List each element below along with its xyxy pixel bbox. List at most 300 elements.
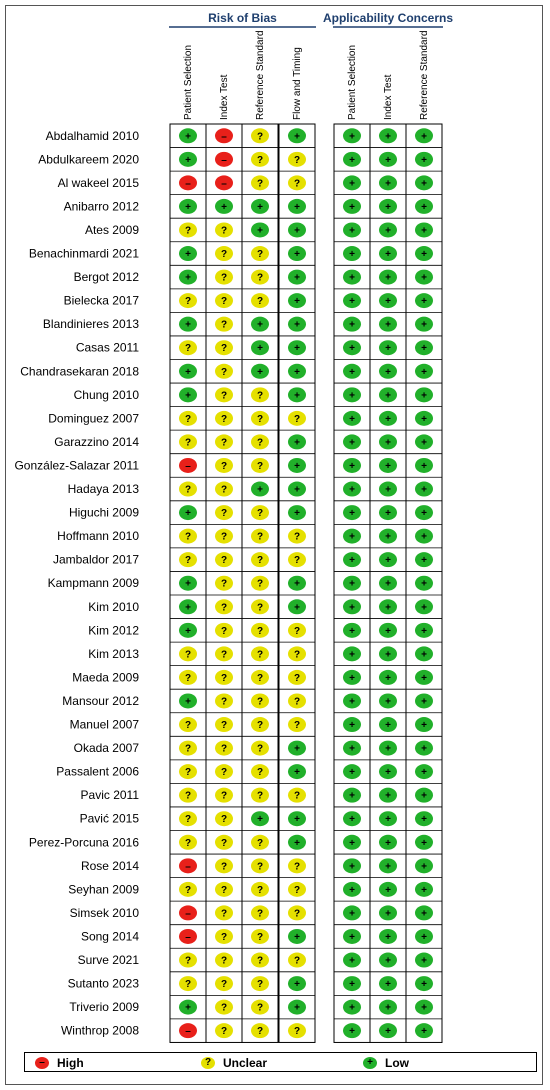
judgement-dot-unclear [288, 623, 306, 638]
judgement-dot-low [415, 552, 433, 567]
judgement-dot-low [343, 552, 361, 567]
judgement-dot-low [415, 623, 433, 638]
judgement-dot-unclear [251, 576, 269, 591]
judgement-dot-unclear [251, 693, 269, 708]
judgement-symbol: + [421, 413, 427, 425]
judgement-dot-unclear [179, 717, 197, 732]
judgement-dot-low [415, 270, 433, 285]
judgement-symbol: + [385, 154, 391, 166]
judgement-dot-unclear [215, 317, 233, 332]
judgement-dot-unclear [251, 505, 269, 520]
judgement-dot-unclear [215, 670, 233, 685]
judgement-dot-low [415, 788, 433, 803]
judgement-dot-low [179, 599, 197, 614]
judgement-symbol: + [421, 272, 427, 284]
judgement-dot-unclear [251, 835, 269, 850]
judgement-dot-unclear [288, 717, 306, 732]
study-label: Garazzino 2014 [54, 434, 139, 449]
judgement-symbol: ? [220, 625, 228, 637]
judgement-dot-unclear [215, 293, 233, 308]
judgement-dot-unclear [251, 882, 269, 897]
judgement-dot-low [415, 599, 433, 614]
judgement-symbol: ? [184, 767, 192, 779]
judgement-dot-unclear [179, 670, 197, 685]
study-label: Simsek 2010 [69, 905, 139, 920]
judgement-symbol: + [349, 508, 355, 520]
judgement-dot-low [179, 1000, 197, 1015]
judgement-symbol: ? [256, 1002, 264, 1014]
judgement-dot-low [288, 505, 306, 520]
judgement-dot-low [379, 552, 397, 567]
judgement-symbol: + [294, 767, 300, 779]
judgement-symbol: + [349, 460, 355, 472]
judgement-dot-low [415, 411, 433, 426]
judgement-symbol: ? [220, 767, 228, 779]
study-label: Kampmann 2009 [47, 576, 139, 591]
judgement-dot-unclear [288, 693, 306, 708]
judgement-symbol: ? [184, 484, 192, 496]
study-label: Hadaya 2013 [67, 482, 139, 497]
judgement-dot-low [343, 929, 361, 944]
judgement-dot-unclear [215, 434, 233, 449]
judgement-symbol: + [385, 979, 391, 991]
judgement-dot-low [379, 175, 397, 190]
judgement-dot-low [379, 199, 397, 214]
judgement-dot-unclear [251, 1023, 269, 1038]
judgement-dot-low [379, 128, 397, 143]
judgement-symbol: ? [220, 366, 228, 378]
judgement-symbol: + [349, 413, 355, 425]
judgement-symbol: – [185, 861, 191, 873]
judgement-dot-low [379, 576, 397, 591]
judgement-dot-low [379, 623, 397, 638]
judgement-symbol: + [294, 508, 300, 520]
judgement-symbol: + [421, 578, 427, 590]
judgement-dot-low [415, 387, 433, 402]
judgement-dot-low [251, 222, 269, 237]
judgement-symbol: ? [220, 508, 228, 520]
judgement-symbol: ? [293, 413, 301, 425]
judgement-dot-unclear [288, 152, 306, 167]
judgement-symbol: ? [293, 625, 301, 637]
judgement-symbol: + [349, 884, 355, 896]
judgement-symbol: + [385, 460, 391, 472]
judgement-symbol: + [421, 837, 427, 849]
judgement-symbol: + [185, 319, 191, 331]
judgement-symbol: + [221, 201, 227, 213]
judgement-symbol: ? [184, 343, 192, 355]
judgement-symbol: + [385, 908, 391, 920]
judgement-symbol: + [349, 672, 355, 684]
judgement-symbol: + [294, 814, 300, 826]
judgement-dot-low [379, 1000, 397, 1015]
judgement-symbol: + [385, 602, 391, 614]
judgement-dot-unclear [215, 482, 233, 497]
judgement-dot-unclear [179, 482, 197, 497]
judgement-symbol: ? [220, 602, 228, 614]
judgement-symbol: + [421, 1002, 427, 1014]
judgement-symbol: + [385, 296, 391, 308]
judgement-dot-low [343, 293, 361, 308]
judgement-symbol: + [421, 979, 427, 991]
study-label: Perez-Porcuna 2016 [28, 835, 139, 850]
judgement-symbol: + [385, 249, 391, 261]
judgement-dot-unclear [251, 953, 269, 968]
judgement-dot-low [379, 340, 397, 355]
judgement-symbol: ? [220, 743, 228, 755]
judgement-symbol: ? [256, 625, 264, 637]
judgement-symbol: ? [220, 484, 228, 496]
judgement-dot-unclear [288, 1023, 306, 1038]
judgement-symbol: + [349, 908, 355, 920]
judgement-dot-low [379, 364, 397, 379]
judgement-dot-low [179, 128, 197, 143]
judgement-symbol: ? [220, 672, 228, 684]
judgement-symbol: + [257, 814, 263, 826]
judgement-dot-low [179, 576, 197, 591]
judgement-symbol: ? [256, 249, 264, 261]
judgement-symbol: + [349, 225, 355, 237]
judgement-dot-low [379, 246, 397, 261]
legend-label-low: Low [385, 1056, 409, 1070]
judgement-dot-unclear [251, 458, 269, 473]
judgement-symbol: ? [256, 460, 264, 472]
judgement-dot-low [415, 246, 433, 261]
judgement-symbol: + [294, 272, 300, 284]
judgement-dot-low [343, 505, 361, 520]
judgement-symbol: + [185, 154, 191, 166]
judgement-dot-low [415, 717, 433, 732]
judgement-dot-low [288, 128, 306, 143]
judgement-dot-low [343, 623, 361, 638]
judgement-dot-low [379, 788, 397, 803]
judgement-dot-low [379, 717, 397, 732]
judgement-symbol: ? [256, 861, 264, 873]
judgement-dot-unclear [215, 858, 233, 873]
judgement-dot-low [251, 364, 269, 379]
judgement-symbol: ? [256, 767, 264, 779]
column-header-0-2: Reference Standard [255, 30, 266, 120]
judgement-symbol: – [221, 178, 227, 190]
judgement-symbol: ? [220, 225, 228, 237]
judgement-symbol: ? [184, 531, 192, 543]
judgement-symbol: + [385, 931, 391, 943]
judgement-symbol: ? [220, 979, 228, 991]
judgement-symbol: + [349, 484, 355, 496]
judgement-dot-low [379, 953, 397, 968]
judgement-dot-unclear [251, 599, 269, 614]
judgement-dot-unclear [179, 811, 197, 826]
column-header-1-2: Reference Standard [419, 30, 430, 120]
judgement-dot-low [343, 1023, 361, 1038]
judgement-symbol: + [349, 578, 355, 590]
judgement-dot-unclear [179, 953, 197, 968]
judgement-dot-unclear [215, 599, 233, 614]
judgement-symbol: ? [256, 272, 264, 284]
judgement-dot-unclear [288, 529, 306, 544]
judgement-symbol: + [257, 343, 263, 355]
judgement-symbol: – [185, 460, 191, 472]
judgement-symbol: + [349, 390, 355, 402]
judgement-dot-low [179, 270, 197, 285]
judgement-symbol: + [385, 1002, 391, 1014]
judgement-symbol: + [185, 390, 191, 402]
judgement-dot-low [288, 482, 306, 497]
judgement-symbol: + [185, 131, 191, 143]
study-label: Sutanto 2023 [67, 976, 139, 991]
study-label: Triverio 2009 [69, 1000, 139, 1015]
judgement-dot-unclear [179, 741, 197, 756]
judgement-dot-low [343, 693, 361, 708]
study-label: Chandrasekaran 2018 [20, 364, 139, 379]
judgement-dot-low [215, 199, 233, 214]
judgement-dot-low [415, 364, 433, 379]
study-label: Al wakeel 2015 [57, 175, 139, 190]
judgement-dot-unclear [179, 529, 197, 544]
judgement-symbol: + [421, 460, 427, 472]
column-header-1-1: Index Test [383, 74, 394, 120]
judgement-symbol: ? [184, 672, 192, 684]
judgement-symbol: + [294, 343, 300, 355]
judgement-symbol: + [294, 979, 300, 991]
judgement-dot-low [415, 976, 433, 991]
figure-frame [5, 5, 543, 1085]
judgement-symbol: ? [184, 979, 192, 991]
study-label: Blandinieres 2013 [42, 317, 139, 332]
judgement-symbol: + [349, 319, 355, 331]
study-label: Kim 2013 [88, 646, 139, 661]
judgement-dot-unclear [251, 1000, 269, 1015]
judgement-dot-unclear [215, 905, 233, 920]
judgement-symbol: + [294, 437, 300, 449]
judgement-dot-unclear [215, 222, 233, 237]
judgement-symbol: + [385, 955, 391, 967]
judgement-dot-low [288, 576, 306, 591]
judgement-dot-low [415, 576, 433, 591]
judgement-symbol: + [421, 602, 427, 614]
judgement-symbol: + [349, 743, 355, 755]
judgement-dot-unclear [215, 764, 233, 779]
judgement-dot-high [179, 905, 197, 920]
judgement-dot-unclear [179, 411, 197, 426]
judgement-dot-low [343, 152, 361, 167]
judgement-dot-low [288, 317, 306, 332]
judgement-dot-low [379, 858, 397, 873]
judgement-dot-low [379, 482, 397, 497]
judgement-symbol: + [421, 743, 427, 755]
judgement-symbol: ? [293, 531, 301, 543]
judgement-dot-unclear [288, 905, 306, 920]
judgement-symbol: – [185, 178, 191, 190]
judgement-dot-unclear [251, 976, 269, 991]
study-label: Surve 2021 [77, 953, 139, 968]
judgement-dot-unclear [288, 552, 306, 567]
study-label: Manuel 2007 [69, 717, 139, 732]
study-label: Pavic 2011 [80, 788, 139, 803]
judgement-symbol: + [421, 131, 427, 143]
judgement-symbol: ? [256, 790, 264, 802]
judgement-symbol: + [421, 720, 427, 732]
judgement-dot-unclear [251, 670, 269, 685]
judgement-symbol: + [349, 154, 355, 166]
judgement-dot-unclear [215, 552, 233, 567]
judgement-dot-unclear [251, 552, 269, 567]
judgement-dot-low [288, 976, 306, 991]
judgement-symbol: ? [220, 272, 228, 284]
judgement-symbol: ? [293, 720, 301, 732]
judgement-symbol: + [421, 861, 427, 873]
judgement-symbol: + [385, 555, 391, 567]
legend-item-high [35, 1056, 84, 1070]
judgement-symbol: ? [184, 884, 192, 896]
judgement-dot-low [379, 905, 397, 920]
judgement-symbol: ? [293, 672, 301, 684]
judgement-dot-low [288, 929, 306, 944]
judgement-dot-low [379, 270, 397, 285]
judgement-dot-low [415, 646, 433, 661]
judgement-symbol: ? [220, 908, 228, 920]
judgement-dot-low [415, 905, 433, 920]
judgement-dot-unclear [215, 741, 233, 756]
judgement-symbol: + [294, 249, 300, 261]
judgement-symbol: + [257, 484, 263, 496]
judgement-dot-low [343, 411, 361, 426]
judgement-symbol: + [294, 131, 300, 143]
judgement-symbol: ? [256, 908, 264, 920]
judgement-symbol: – [185, 1026, 191, 1038]
judgement-symbol: ? [293, 154, 301, 166]
judgement-dot-unclear [251, 128, 269, 143]
judgement-dot-high [179, 929, 197, 944]
judgement-dot-unclear [251, 246, 269, 261]
judgement-symbol: ? [256, 508, 264, 520]
judgement-symbol: + [185, 366, 191, 378]
judgement-dot-unclear [215, 576, 233, 591]
judgement-dot-low [379, 670, 397, 685]
judgement-dot-low [379, 411, 397, 426]
judgement-dot-low [343, 976, 361, 991]
judgement-dot-low [288, 340, 306, 355]
risk-of-bias-chart [6, 6, 544, 1086]
judgement-dot-low [343, 646, 361, 661]
judgement-symbol: + [294, 743, 300, 755]
judgement-dot-unclear [179, 646, 197, 661]
study-label: Abdalhamid 2010 [45, 128, 139, 143]
judgement-symbol: + [385, 413, 391, 425]
judgement-dot-low [343, 175, 361, 190]
judgement-symbol: + [257, 366, 263, 378]
judgement-dot-low [288, 293, 306, 308]
legend-label-unclear: Unclear [223, 1056, 268, 1070]
judgement-dot-unclear [215, 953, 233, 968]
judgement-symbol: + [421, 955, 427, 967]
judgement-symbol: + [421, 696, 427, 708]
judgement-dot-low [379, 458, 397, 473]
group-title-1: Applicability Concerns [322, 11, 454, 25]
judgement-symbol: ? [220, 696, 228, 708]
judgement-dot-unclear [215, 246, 233, 261]
judgement-symbol: ? [293, 649, 301, 661]
judgement-symbol: + [385, 225, 391, 237]
judgement-symbol: + [421, 884, 427, 896]
judgement-symbol: + [185, 625, 191, 637]
judgement-symbol: + [421, 508, 427, 520]
judgement-symbol: ? [220, 390, 228, 402]
judgement-symbol: ? [256, 955, 264, 967]
judgement-dot-low [343, 270, 361, 285]
judgement-symbol: ? [220, 578, 228, 590]
judgement-symbol: ? [256, 931, 264, 943]
judgement-symbol: + [185, 249, 191, 261]
judgement-symbol: ? [256, 696, 264, 708]
judgement-dot-low [179, 505, 197, 520]
judgement-dot-unclear [288, 953, 306, 968]
judgement-dot-low [179, 387, 197, 402]
judgement-symbol: + [421, 366, 427, 378]
judgement-symbol: ? [293, 178, 301, 190]
judgement-dot-low [343, 458, 361, 473]
judgement-symbol: + [294, 366, 300, 378]
judgement-symbol: + [349, 861, 355, 873]
judgement-dot-high [215, 152, 233, 167]
judgement-dot-low [415, 858, 433, 873]
judgement-symbol: ? [220, 720, 228, 732]
judgement-symbol: + [294, 296, 300, 308]
judgement-symbol: + [185, 602, 191, 614]
judgement-dot-unclear [215, 505, 233, 520]
group-title-0: Risk of Bias [208, 11, 277, 25]
judgement-dot-low [415, 1023, 433, 1038]
judgement-symbol: + [421, 814, 427, 826]
judgement-symbol: ? [256, 578, 264, 590]
judgement-symbol: ? [256, 979, 264, 991]
judgement-dot-unclear [179, 340, 197, 355]
judgement-symbol: – [221, 131, 227, 143]
judgement-dot-low [343, 199, 361, 214]
judgement-symbol: ? [256, 884, 264, 896]
judgement-symbol: + [349, 131, 355, 143]
judgement-dot-low [288, 458, 306, 473]
judgement-dot-low [379, 387, 397, 402]
judgement-symbol: – [185, 908, 191, 920]
judgement-dot-unclear [215, 623, 233, 638]
judgement-dot-low [343, 882, 361, 897]
judgement-dot-low [379, 929, 397, 944]
study-label: Kim 2010 [88, 599, 139, 614]
judgement-dot-low [415, 693, 433, 708]
judgement-dot-low [415, 811, 433, 826]
judgement-dot-low [343, 858, 361, 873]
judgement-dot-unclear [215, 1023, 233, 1038]
low-risk-icon: + [363, 1057, 377, 1069]
judgement-symbol: + [421, 484, 427, 496]
judgement-dot-low [415, 670, 433, 685]
judgement-symbol: + [385, 625, 391, 637]
judgement-dot-low [379, 1023, 397, 1038]
judgement-dot-low [415, 458, 433, 473]
judgement-dot-unclear [179, 552, 197, 567]
judgement-dot-low [343, 340, 361, 355]
judgement-symbol: ? [256, 390, 264, 402]
judgement-symbol: ? [184, 837, 192, 849]
judgement-dot-high [215, 128, 233, 143]
judgement-symbol: ? [293, 884, 301, 896]
judgement-symbol: + [421, 437, 427, 449]
judgement-symbol: + [421, 296, 427, 308]
judgement-symbol: + [294, 578, 300, 590]
judgement-dot-unclear [251, 788, 269, 803]
judgement-symbol: + [185, 1002, 191, 1014]
